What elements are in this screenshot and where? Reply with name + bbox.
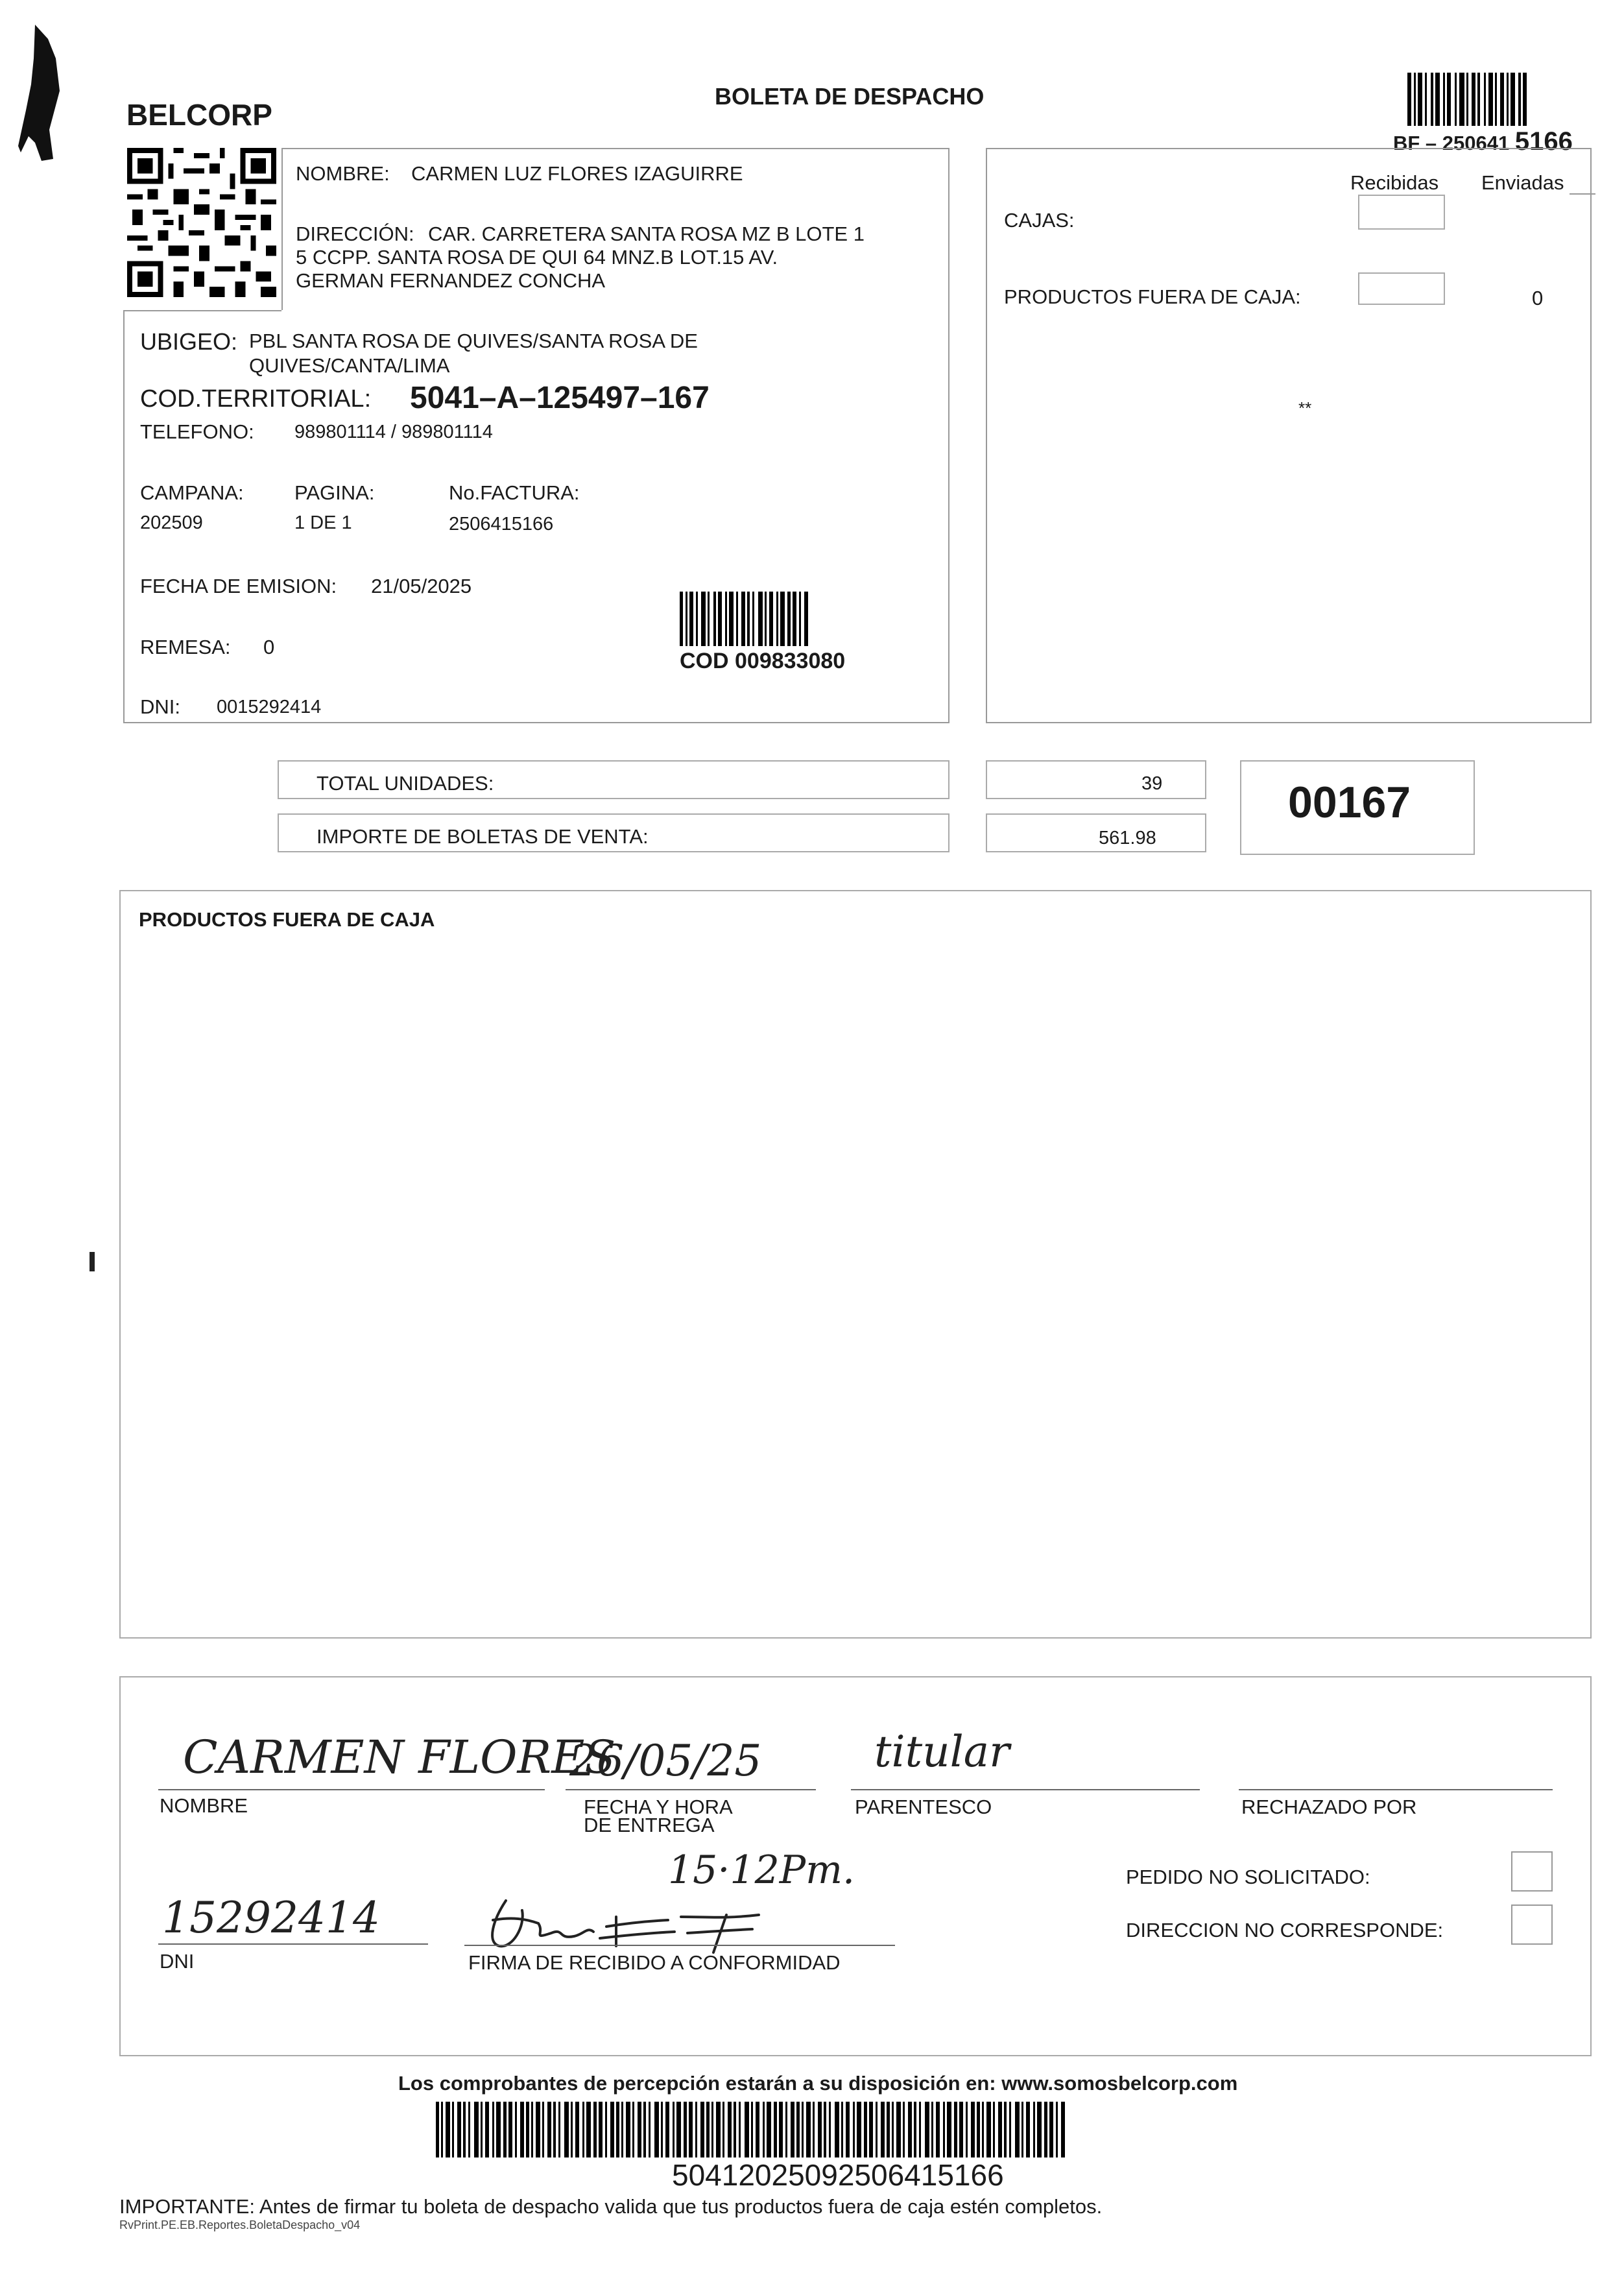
fecha-handwritten: 26/05/25 [569, 1736, 762, 1786]
importante-text: Antes de firmar tu boleta de despacho valida que tus productos fuera de caja estén completos. [259, 2195, 1103, 2218]
total-unidades-cell [986, 760, 1206, 799]
pagina-label: PAGINA: [294, 481, 375, 504]
stars-mark: ** [1298, 398, 1312, 418]
top-barcode [1407, 73, 1527, 126]
telefono-value: 989801114 / 989801114 [294, 422, 493, 442]
remesa-label: REMESA: [140, 636, 231, 658]
productos-enviadas-value: 0 [1532, 287, 1544, 309]
pagina-value: 1 DE 1 [294, 512, 352, 533]
delivery-nombre-label: NOMBRE [160, 1794, 248, 1817]
ubigeo-line-2: QUIVES/CANTA/LIMA [249, 354, 450, 377]
dni-label: DNI: [140, 695, 180, 718]
productos-recibidas-field[interactable] [1358, 272, 1445, 305]
cod-territorial-value: 5041–A–125497–167 [410, 381, 710, 415]
parentesco-handwritten: titular [874, 1727, 1010, 1777]
direccion-no-corresponde-checkbox[interactable] [1511, 1905, 1553, 1945]
pedido-no-solicitado-checkbox[interactable] [1511, 1851, 1553, 1892]
cod-label: COD 009833080 [680, 649, 846, 673]
nombre-label: NOMBRE: [296, 162, 390, 185]
importante-label: IMPORTANTE: [119, 2195, 255, 2218]
nombre-value: CARMEN LUZ FLORES IZAGUIRRE [411, 162, 743, 185]
dni-value: 0015292414 [217, 697, 322, 717]
direccion-line-3: GERMAN FERNANDEZ CONCHA [296, 269, 606, 292]
enviadas-label: Enviadas [1481, 171, 1564, 194]
report-id: RvPrint.PE.EB.Reportes.BoletaDespacho_v04 [119, 2218, 361, 2231]
importe-value: 561.98 [1099, 828, 1156, 848]
scan-artifact [9, 13, 67, 162]
cajas-panel [986, 148, 1592, 723]
remesa-value: 0 [263, 636, 275, 658]
pedido-no-solicitado-label: PEDIDO NO SOLICITADO: [1126, 1866, 1370, 1888]
footer-barcode [436, 2102, 1065, 2157]
sequence-number: 00167 [1288, 778, 1411, 827]
factura-label: No.FACTURA: [449, 481, 580, 504]
telefono-label: TELEFONO: [140, 420, 254, 443]
cajas-label: CAJAS: [1004, 209, 1075, 232]
cod-barcode [680, 592, 808, 646]
direccion-line-2: 5 CCPP. SANTA ROSA DE QUI 64 MNZ.B LOT.15 AV. [296, 246, 778, 269]
campana-label: CAMPANA: [140, 481, 244, 504]
hora-handwritten: 15·12Pm. [668, 1847, 855, 1893]
direccion-label: DIRECCIÓN: [296, 222, 414, 245]
dni-handwritten: 15292414 [162, 1893, 380, 1943]
page-title: BOLETA DE DESPACHO [715, 83, 985, 110]
fecha-label-line-2: DE ENTREGA [584, 1814, 715, 1836]
fecha-emision-value: 21/05/2025 [371, 575, 472, 597]
company-name: BELCORP [126, 98, 272, 132]
signature [454, 1881, 804, 1959]
importe-cell [986, 813, 1206, 852]
fecha-emision-label: FECHA DE EMISION: [140, 575, 337, 597]
document-number-prefix: BF – 250641 [1393, 132, 1510, 154]
cajas-recibidas-field[interactable] [1358, 195, 1445, 230]
total-unidades-value: 39 [1141, 773, 1163, 794]
direccion-line-1: CAR. CARRETERA SANTA ROSA MZ B LOTE 1 [428, 222, 865, 245]
factura-value: 2506415166 [449, 514, 554, 535]
fecha-label-line-1: FECHA Y HORA [584, 1796, 733, 1818]
cod-territorial-label: COD.TERRITORIAL: [140, 385, 372, 413]
importe-label: IMPORTE DE BOLETAS DE VENTA: [316, 825, 649, 848]
campana-value: 202509 [140, 512, 203, 533]
footer-notice: Los comprobantes de percepción estarán a su disposición en: www.somosbelcorp.com [398, 2072, 1238, 2095]
productos-section-title: PRODUCTOS FUERA DE CAJA [139, 908, 435, 931]
recibidas-label: Recibidas [1350, 171, 1439, 194]
importante-notice [119, 2195, 1102, 2218]
direccion-no-corresponde-label: DIRECCION NO CORRESPONDE: [1126, 1919, 1444, 1941]
firma-label: FIRMA DE RECIBIDO A CONFORMIDAD [468, 1951, 841, 1974]
scan-speck [90, 1252, 95, 1271]
footer-barcode-number: 50412025092506415166 [672, 2158, 1004, 2192]
parentesco-label: PARENTESCO [855, 1796, 992, 1818]
ubigeo-label: UBIGEO: [140, 328, 238, 355]
qr-code-overlay [127, 148, 276, 297]
nombre-handwritten: CARMEN FLORES [183, 1731, 616, 1784]
productos-fuera-label: PRODUCTOS FUERA DE CAJA: [1004, 285, 1301, 308]
total-unidades-label: TOTAL UNIDADES: [316, 772, 494, 795]
ubigeo-line-1: PBL SANTA ROSA DE QUIVES/SANTA ROSA DE [249, 330, 698, 352]
delivery-dni-label: DNI [160, 1950, 195, 1973]
productos-section [119, 890, 1592, 1639]
rechazado-label: RECHAZADO POR [1241, 1796, 1417, 1818]
document-number-suffix: 5166 [1514, 127, 1573, 156]
